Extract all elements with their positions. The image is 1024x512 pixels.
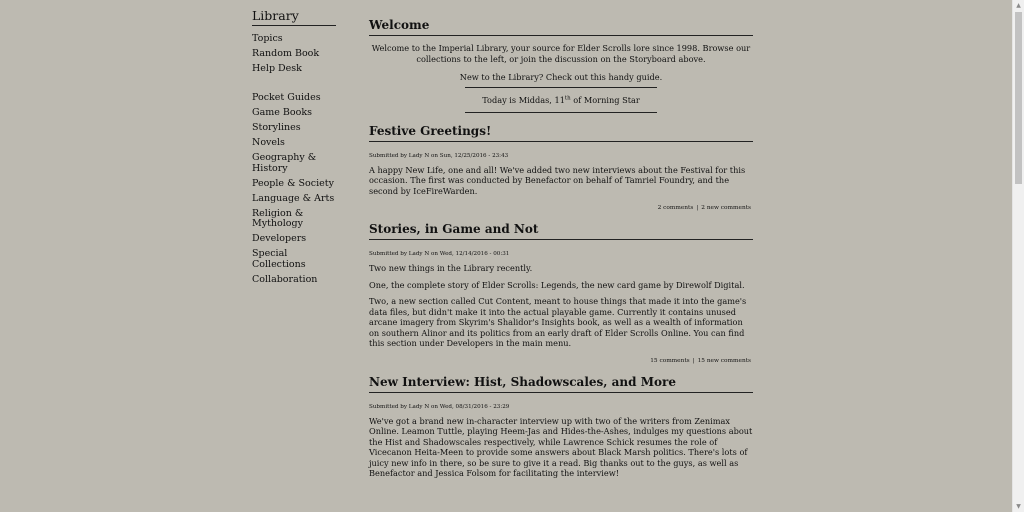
sidebar-item-religion-mythology[interactable]: Religion & Mythology <box>252 207 304 229</box>
post-paragraph: Two new things in the Library recently. <box>369 263 533 273</box>
post-submitted: Submitted by Lady N on Wed, 12/14/2016 - 00:31 <box>369 251 510 257</box>
sidebar-item-help-desk[interactable]: Help Desk <box>252 63 302 74</box>
sidebar-item-geography-history[interactable]: Geography & History <box>252 152 317 174</box>
sidebar-item-special-collections[interactable]: Special Collections <box>252 248 306 270</box>
page-scrollbar[interactable] <box>1012 0 1024 512</box>
today-date: Today is Middas, 11th of Morning Star <box>465 87 657 113</box>
guide-link[interactable]: New to the Library? Check out this handy guide. <box>459 72 663 82</box>
post-new-interview <box>369 375 753 479</box>
comments-link[interactable]: 2 comments <box>657 205 694 211</box>
sidebar-nav-primary <box>252 34 338 75</box>
post-title[interactable]: New Interview: Hist, Shadowscales, and More <box>369 375 753 393</box>
new-comments-link[interactable]: 15 new comments <box>697 357 751 364</box>
sidebar <box>252 8 338 290</box>
sidebar-nav-collections <box>252 93 338 285</box>
new-comments-link[interactable]: 2 new comments <box>701 205 751 211</box>
sidebar-item-people-society[interactable]: People & Society <box>252 177 334 189</box>
post-paragraph: One, the complete story of Elder Scrolls: Legends, the new card game by Direwolf Digital. <box>369 279 745 290</box>
comments-link[interactable]: 15 comments <box>650 357 690 364</box>
welcome-title: Welcome <box>369 18 753 36</box>
sidebar-item-topics[interactable]: Topics <box>252 33 283 44</box>
sidebar-item-novels[interactable]: Novels <box>252 137 285 148</box>
sidebar-item-storylines[interactable]: Storylines <box>252 122 301 133</box>
post-festive-greetings <box>369 124 753 212</box>
sidebar-item-game-books[interactable]: Game Books <box>252 107 312 118</box>
comment-links: 15 comments | 15 new comments <box>650 357 751 364</box>
scroll-thumb[interactable] <box>1015 12 1022 184</box>
post-submitted: Submitted by Lady N on Wed, 08/31/2016 - 23:29 <box>369 403 510 410</box>
post-paragraph: Two, a new section called Cut Content, meant to house things that made it into the game's data files, but didn't make it into the actual playable game. Currently it contains unused arcane imagery from Skyrim's Shalidor's Insights book, as well as a wealth of information on southern Alinor and its politics from an early draft of Elder Scrolls Online. You can find this section under Developers in the main menu. <box>369 296 747 348</box>
scroll-down-icon[interactable]: ▼ <box>1016 503 1021 510</box>
sidebar-title: Library <box>252 8 336 26</box>
sidebar-item-pocket-guides[interactable]: Pocket Guides <box>252 92 321 103</box>
sidebar-item-developers[interactable]: Developers <box>252 233 307 244</box>
sidebar-item-collaboration[interactable]: Collaboration <box>252 273 318 285</box>
main-content <box>369 18 753 479</box>
post-title[interactable]: Stories, in Game and Not <box>369 222 753 240</box>
comment-links: 2 comments | 2 new comments <box>657 205 751 211</box>
post-paragraph: A happy New Life, one and all! We've added two new interviews about the Festival for this occasion. The first was conducted by Benefactor on behalf of Tamriel Foundry, and the second by IceFireWarden. <box>369 164 746 196</box>
sidebar-item-random-book[interactable]: Random Book <box>252 48 320 59</box>
sidebar-item-language-arts[interactable]: Language & Arts <box>252 192 335 204</box>
post-stories-in-game <box>369 222 753 364</box>
welcome-block <box>369 18 753 113</box>
post-submitted: Submitted by Lady N on Sun, 12/25/2016 - 23:43 <box>369 152 509 159</box>
welcome-intro: Welcome to the Imperial Library, your source for Elder Scrolls lore since 1998. Browse our collections to the left, or join the discussion on the Storyboard above. <box>371 43 751 64</box>
post-paragraph: We've got a brand new in-character interview up with two of the writers from Zenimax Online. Leamon Tuttle, playing Heem-Jas and Hides-the-Ashes, indulges my questions about the Hist and Shadowscales respectively, while Lawrence Schick resumes the role of Vicecanon Heita-Meen to provide some answers about Black Marsh politics. There's lots of juicy new info in there, so be sure to give it a read. Big thanks out to the guys, as well as Benefactor and Jessica Folsom for facilitating the interview! <box>369 415 753 478</box>
post-title[interactable]: Festive Greetings! <box>369 124 753 142</box>
scroll-up-icon[interactable]: ▲ <box>1016 2 1021 9</box>
